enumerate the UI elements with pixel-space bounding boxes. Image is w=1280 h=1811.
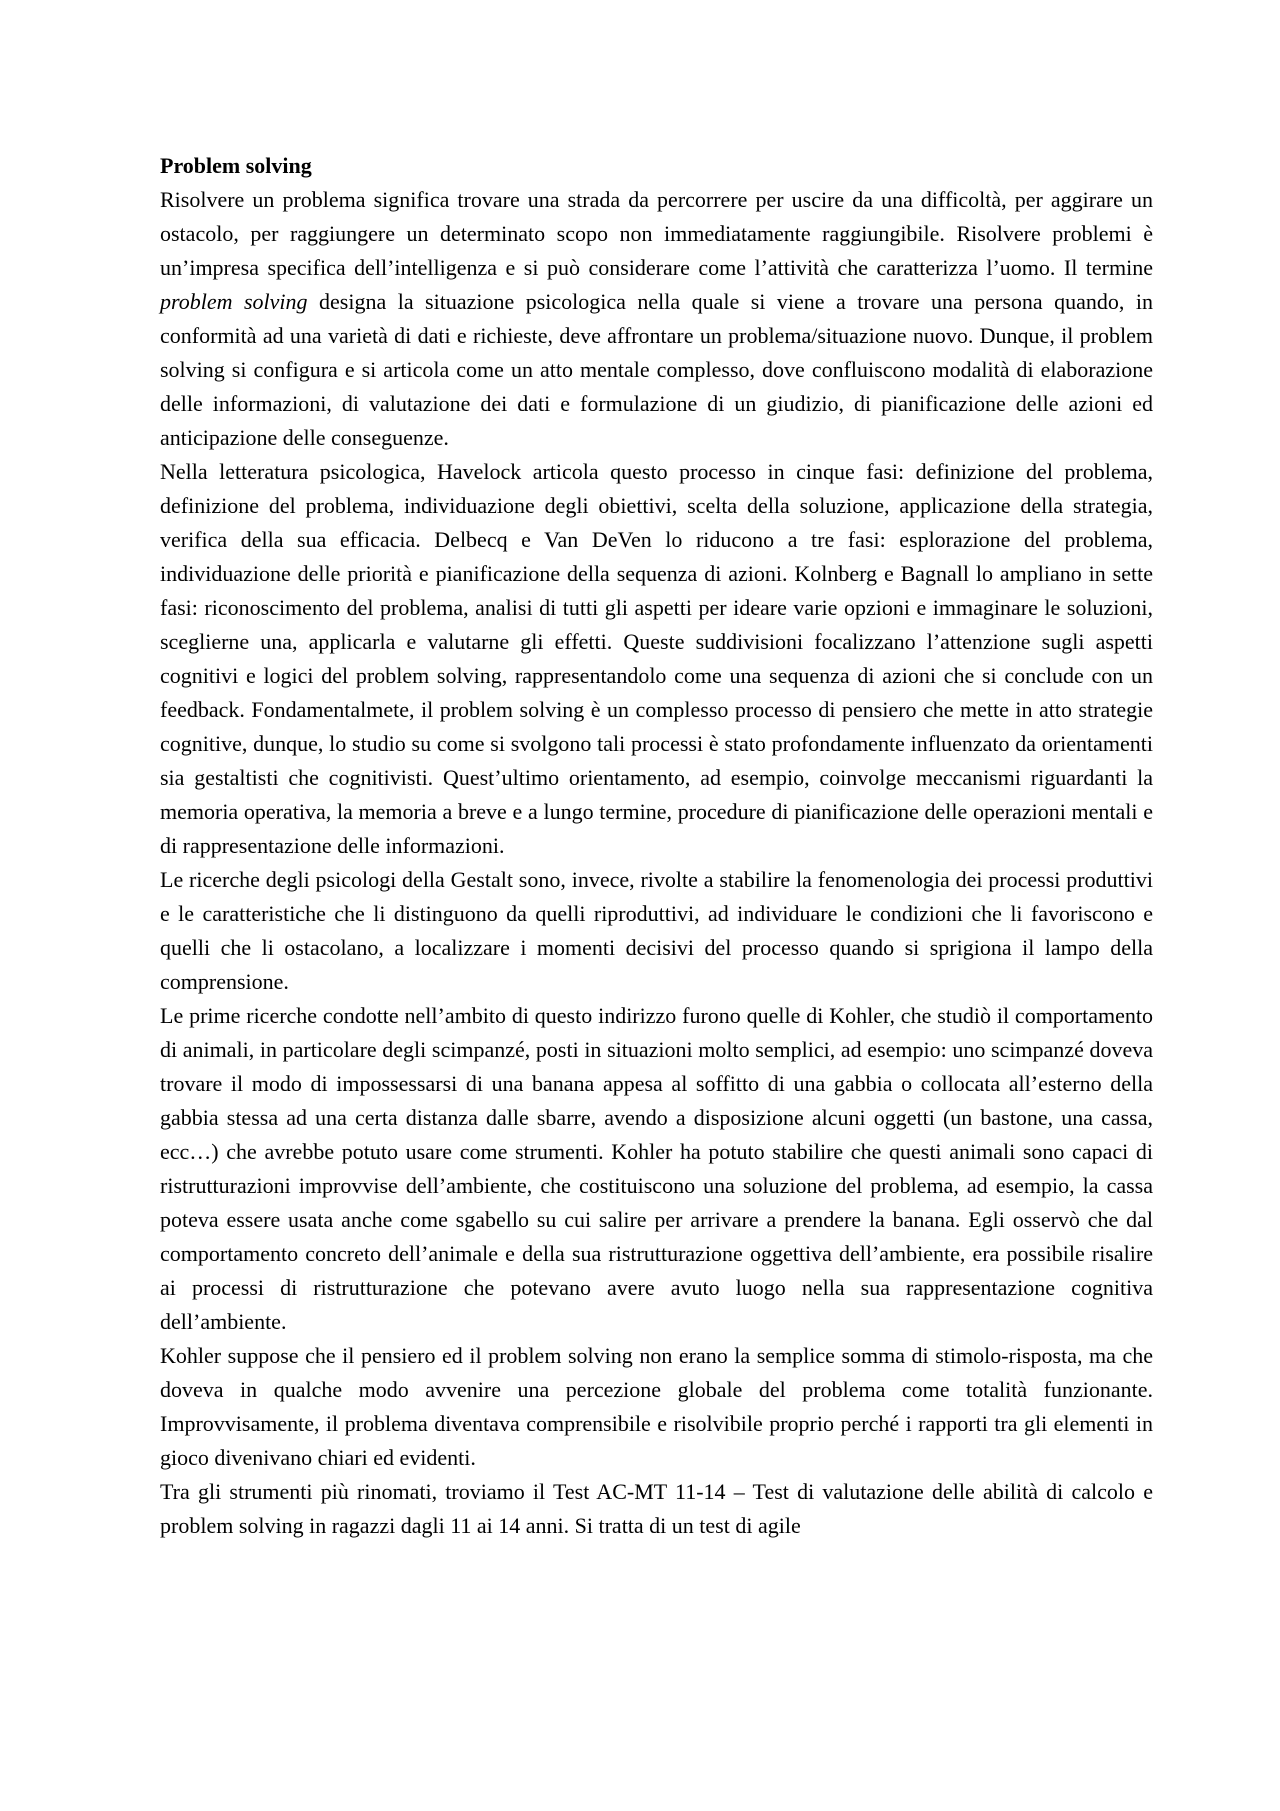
paragraph-intro-text-end: designa la situazione psicologica nella quale si viene a trovare una persona quando, in conformità ad una varietà di dati e richieste, deve affrontare un problema/situazione nuovo. Dunque, il problem solving si configura e si articola come un atto mentale complesso, dove confluiscono modalità di elaborazione delle informazioni, di valutazione dei dati e formulazione di un giudizio, di pianificazione delle azioni ed anticipazione delle conseguenze. [160, 289, 1154, 450]
document-title: Problem solving [160, 153, 312, 178]
paragraph-kohler-theory: Kohler suppose che il pensiero ed il problem solving non erano la semplice somma di stimolo-risposta, ma che doveva in qualche modo avvenire una percezione globale del problema come totalità funzionante. Improvvisamente, il problema diventava comprensibile e risolvibile proprio perché i rapporti tra gli elementi in gioco divenivano chiari ed evidenti. [160, 1343, 1153, 1470]
paragraph-intro [160, 183, 1153, 455]
document-body [160, 149, 1153, 1543]
paragraph-phases: Nella letteratura psicologica, Havelock articola questo processo in cinque fasi: definizione del problema, definizione del problema, individuazione degli obiettivi, scelta della soluzione, applicazione della strategia, verifica della sua efficacia. Delbecq e Van DeVen lo riducono a tre fasi: esplorazione del problema, individuazione delle priorità e pianificazione della sequenza di azioni. Kolnberg e Bagnall lo ampliano in sette fasi: riconoscimento del problema, analisi di tutti gli aspetti per ideare varie opzioni e immaginare le soluzioni, sceglierne una, applicarla e valutarne gli effetti. Queste suddivisioni focalizzano l’attenzione sugli aspetti cognitivi e logici del problem solving, rappresentandolo come una sequenza di azioni che si conclude con un feedback. Fondamentalmete, il problem solving è un complesso processo di pensiero che mette in atto strategie cognitive, dunque, lo studio su come si svolgono tali processi è stato profondamente influenzato da orientamenti sia gestaltisti che cognitivisti. Quest’ultimo orientamento, ad esempio, coinvolge meccanismi riguardanti la memoria operativa, la memoria a breve e a lungo termine, procedure di pianificazione delle operazioni mentali e di rappresentazione delle informazioni. [160, 459, 1153, 858]
emphasized-term: problem solving [160, 289, 308, 314]
paragraph-intro-text-start: Risolvere un problema significa trovare una strada da percorrere per uscire da una difficoltà, per aggirare un ostacolo, per raggiungere un determinato scopo non immediatamente raggiungibile. Risolvere problemi è un’impresa specifica dell’intelligenza e si può considerare come l’attività che caratterizza l’uomo. Il termine [160, 187, 1153, 280]
paragraph-gestalt: Le ricerche degli psicologi della Gestalt sono, invece, rivolte a stabilire la fenomenologia dei processi produttivi e le caratteristiche che li distinguono da quelli riproduttivi, ad individuare le condizioni che li favoriscono e quelli che li ostacolano, a localizzare i momenti decisivi del processo quando si sprigiona il lampo della comprensione. [160, 867, 1153, 994]
paragraph-test: Tra gli strumenti più rinomati, troviamo il Test AC-MT 11-14 – Test di valutazione delle abilità di calcolo e problem solving in ragazzi dagli 11 ai 14 anni. Si tratta di un test di agile [160, 1479, 1153, 1538]
paragraph-kohler-research: Le prime ricerche condotte nell’ambito di questo indirizzo furono quelle di Kohler, che studiò il comportamento di animali, in particolare degli scimpanzé, posti in situazioni molto semplici, ad esempio: uno scimpanzé doveva trovare il modo di impossessarsi di una banana appesa al soffitto di una gabbia o collocata all’esterno della gabbia stessa ad una certa distanza dalle sbarre, avendo a disposizione alcuni oggetti (un bastone, una cassa, ecc…) che avrebbe potuto usare come strumenti. Kohler ha potuto stabilire che questi animali sono capaci di ristrutturazioni improvvise dell’ambiente, che costituiscono una soluzione del problema, ad esempio, la cassa poteva essere usata anche come sgabello su cui salire per arrivare a prendere la banana. Egli osservò che dal comportamento concreto dell’animale e della sua ristrutturazione oggettiva dell’ambiente, era possibile risalire ai processi di ristrutturazione che potevano avere avuto luogo nella sua rappresentazione cognitiva dell’ambiente. [160, 1003, 1153, 1334]
